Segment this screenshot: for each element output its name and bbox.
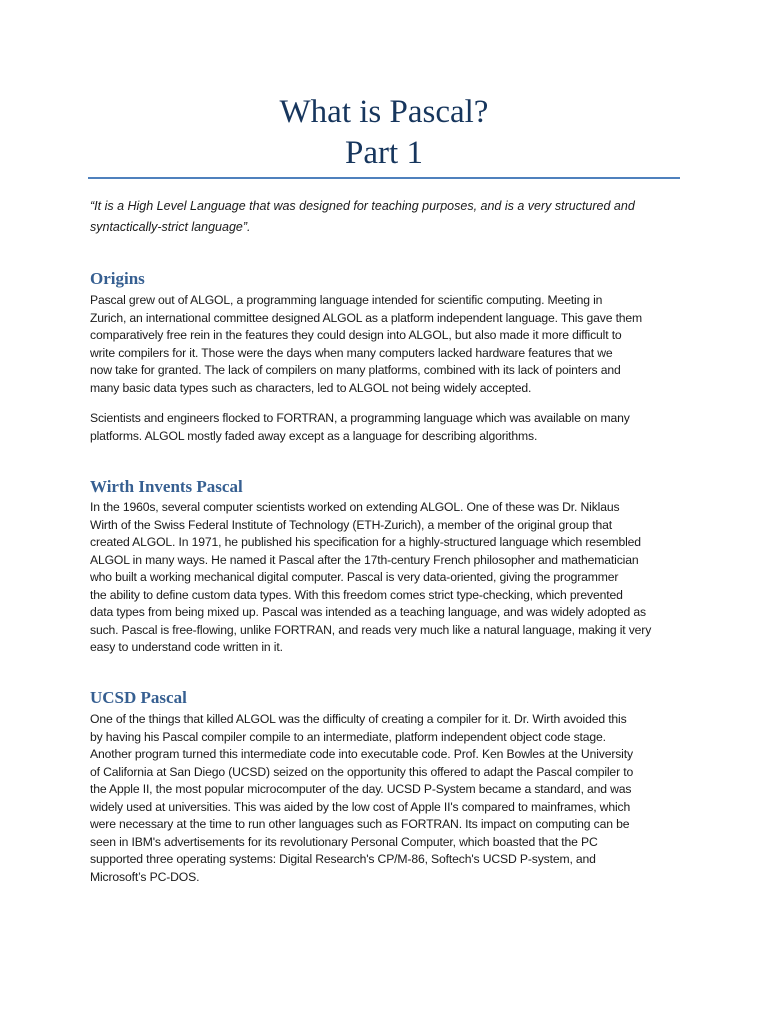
text-line: comparatively free rein in the features they could design into ALGOL, but also made it more difficult to (90, 328, 622, 342)
text-line: Wirth of the Swiss Federal Institute of Technology (ETH-Zurich), a member of the original group that (90, 517, 612, 532)
text-line: data types from being mixed up. Pascal was intended as a teaching language, and was widely adopted as (90, 605, 646, 619)
paragraph-origins-2 (90, 410, 682, 445)
text-line: Microsoft’s PC-DOS. (90, 869, 200, 884)
text-line: seen in IBM's advertisements for its revolutionary Personal Computer, which boasted that the PC (90, 834, 598, 849)
heading-origins: Origins (90, 269, 145, 288)
heading-ucsd-pascal: UCSD Pascal (90, 688, 187, 707)
heading-wirth-invents-pascal: Wirth Invents Pascal (90, 477, 243, 496)
text-line: In the 1960s, several computer scientists worked on extending ALGOL. One of these was Dr. Niklaus (90, 500, 620, 514)
text-line: such. Pascal is free-flowing, unlike FORTRAN, and reads very much like a natural language, making it very (90, 622, 652, 637)
paragraph-wirth (90, 499, 682, 657)
text-line: of California at San Diego (UCSD) seized on the opportunity this offered to adapt the Pascal compiler to (90, 764, 634, 779)
text-line: widely used at universities. This was aided by the low cost of Apple II's compared to mainframes, which (90, 799, 631, 814)
text-line: many basic data types such as characters, led to ALGOL not being widely accepted. (90, 380, 532, 395)
text-line: platforms. ALGOL mostly faded away except as a language for describing algorithms. (90, 428, 538, 443)
text-line: by having his Pascal compiler compile to an intermediate, platform independent object code stage. (90, 729, 606, 744)
text-line: were necessary at the time to run other languages such as FORTRAN. Its impact on computing can be (90, 817, 630, 831)
text-line: ALGOL in many ways. He named it Pascal after the 17th-century French philosopher and mathematician (90, 552, 639, 567)
text-line: who built a working mechanical digital computer. Pascal is very data-oriented, giving the programmer (90, 570, 619, 584)
text-line: supported three operating systems: Digital Research's CP/M-86, Softech's UCSD P-system, and (90, 852, 596, 866)
title-line-2: Part 1 (345, 135, 423, 171)
text-line: the ability to define custom data types. With this freedom comes strict type-checking, which prevented (90, 587, 623, 602)
title-divider (88, 177, 680, 179)
text-line: created ALGOL. In 1971, he published his specification for a highly-structured language which resembled (90, 535, 641, 549)
text-line: One of the things that killed ALGOL was the difficulty of creating a compiler for it. Dr. Wirth avoided this (90, 712, 627, 726)
text-line: Pascal grew out of ALGOL, a programming language intended for scientific computing. Meeting in (90, 293, 603, 307)
text-line: the Apple II, the most popular microcomputer of the day. UCSD P-System became a standard, and was (90, 782, 632, 796)
intro-quote: “It is a High Level Language that was designed for teaching purposes, and is a very structured and syntactically-strict language”. (90, 199, 635, 234)
paragraph-ucsd (90, 711, 682, 886)
text-line: easy to understand code written in it. (90, 640, 283, 654)
text-line: now take for granted. The lack of compilers on many platforms, combined with its lack of pointers and (90, 363, 621, 377)
text-line: Zurich, an international committee designed ALGOL as a platform independent language. This gave them (90, 310, 643, 325)
document-title (88, 92, 680, 174)
text-line: write compilers for it. Those were the days when many computers lacked hardware features that we (90, 345, 613, 360)
text-line: Another program turned this intermediate code into executable code. Prof. Ken Bowles at the University (90, 747, 633, 761)
title-line-1: What is Pascal? (279, 94, 489, 130)
paragraph-origins-1 (90, 292, 682, 397)
text-line: Scientists and engineers flocked to FORTRAN, a programming language which was available on many (90, 411, 630, 425)
